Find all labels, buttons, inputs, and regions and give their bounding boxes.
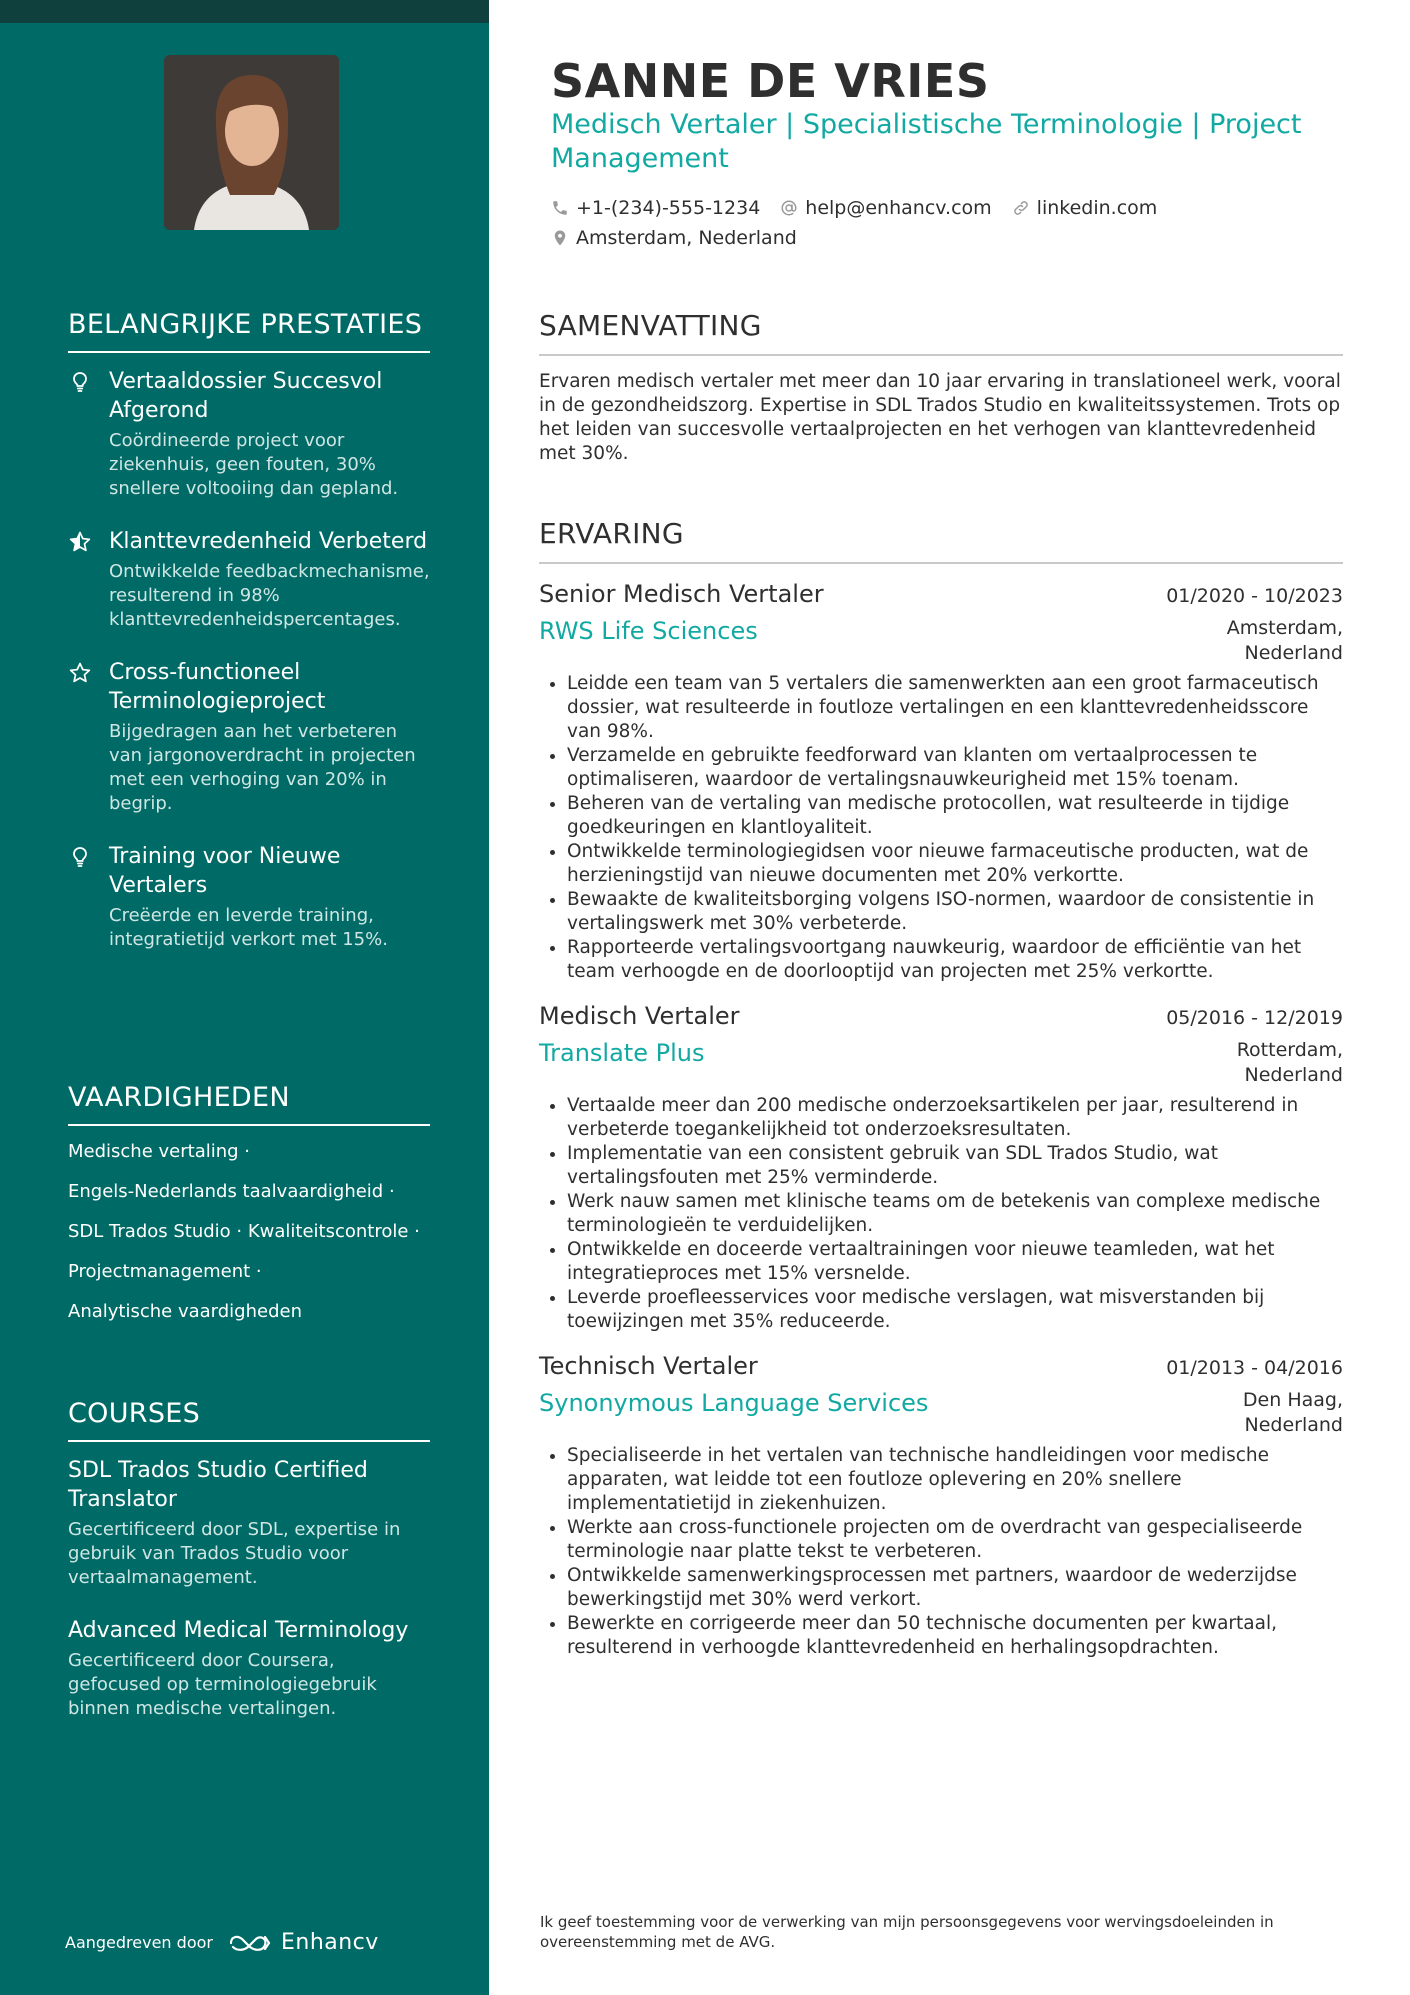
achievement-title: Vertaaldossier Succesvol Afgerond: [109, 369, 383, 423]
course-desc: Gecertificeerd door Coursera, gefocused op terminologiegebruik binnen medische vertalingen.: [68, 1650, 377, 1719]
courses-title: COURSES: [68, 1396, 430, 1442]
phone-text: +1-(234)-555-1234: [576, 197, 761, 219]
lightbulb-icon: [68, 845, 92, 869]
achievements-title: BELANGRIJKE PRESTATIES: [68, 307, 430, 353]
experience-title: ERVARING: [539, 516, 1343, 564]
course-title: SDL Trados Studio Certified Translator: [68, 1458, 368, 1512]
job-bullet: • Bewaakte de kwaliteitsborging volgens ISO-normen, waardoor de consistentie in vertalingswerk met 30% verbeterde.: [567, 888, 1343, 936]
achievement-item: [68, 842, 430, 952]
achievement-item: [68, 367, 430, 501]
company-name: Synonymous Language Services: [539, 1389, 929, 1417]
company-name: RWS Life Sciences: [539, 617, 758, 645]
job-entry: [539, 1000, 1343, 1334]
job-dates: 05/2016 - 12/2019: [1166, 1007, 1343, 1029]
job-bullet: • Vertaalde meer dan 200 medische onderzoeksartikelen per jaar, resulterend in verbeterde toegankelijkheid tot onderzoeksresultaten.: [567, 1094, 1343, 1142]
lightbulb-icon: [68, 370, 92, 394]
candidate-headline: Medisch Vertaler | Specialistische Terminologie | Project Management: [551, 109, 1302, 174]
enhancv-logo-icon: [227, 1931, 273, 1955]
course-item: [68, 1456, 430, 1590]
job-bullet: • Werk nauw samen met klinische teams om de betekenis van complexe medische terminologieën te verduidelijken.: [567, 1190, 1343, 1238]
skill-row: SDL Trados Studio · Kwaliteitscontrole ·: [68, 1221, 420, 1242]
skills-section: [68, 1080, 430, 1340]
job-bullets: [539, 672, 1343, 984]
achievement-title: Training voor Nieuwe Vertalers: [109, 844, 341, 898]
brand-name: Enhancv: [280, 1930, 379, 1955]
course-title: Advanced Medical Terminology: [68, 1618, 409, 1643]
achievements-section: [68, 307, 430, 952]
job-bullet: • Specialiseerde in het vertalen van technische handleidingen voor medische apparaten, wat leidde tot een foutloze oplevering en 20% snellere implementatietijd in ziekenhuizen.: [567, 1444, 1343, 1516]
experience-section: [539, 516, 1343, 1660]
skill-row: Medische vertaling ·: [68, 1141, 251, 1162]
company-name: Translate Plus: [539, 1039, 705, 1067]
linkedin-text: linkedin.com: [1036, 197, 1158, 219]
skills-title: VAARDIGHEDEN: [68, 1080, 430, 1126]
job-country: Nederland: [1244, 1414, 1343, 1436]
job-location: [1227, 616, 1343, 666]
powered-by: [65, 1930, 379, 1955]
skill-row: Analytische vaardigheden: [68, 1301, 302, 1322]
email-contact[interactable]: [780, 197, 991, 219]
link-icon: [1012, 199, 1030, 217]
course-desc: Gecertificeerd door SDL, expertise in gebruik van Trados Studio voor vertaalmanagement.: [68, 1519, 401, 1588]
job-bullet: • Leverde proefleesservices voor medische verslagen, wat misverstanden bij toewijzingen met 35% reduceerde.: [567, 1286, 1343, 1334]
summary-title: SAMENVATTING: [539, 308, 1343, 356]
job-entry: [539, 1350, 1343, 1660]
course-item: [68, 1616, 430, 1721]
job-country: Nederland: [1244, 1064, 1343, 1086]
location-text: Amsterdam, Nederland: [576, 227, 797, 249]
job-title: Medisch Vertaler: [539, 1002, 740, 1030]
achievement-title: Klanttevredenheid Verbeterd: [109, 529, 428, 554]
achievement-desc: Coördineerde project voor ziekenhuis, geen fouten, 30% snellere voltooiing dan gepland.: [109, 430, 399, 499]
skill-row: Projectmanagement ·: [68, 1261, 262, 1282]
job-bullet: • Ontwikkelde samenwerkingsprocessen met partners, waardoor de wederzijdse bewerkingstijd met 30% werd verkort.: [567, 1564, 1343, 1612]
job-bullet: • Ontwikkelde terminologiegidsen voor nieuwe farmaceutische producten, wat de herzieningstijd van nieuwe documenten met 20% verkortte.: [567, 840, 1343, 888]
job-dates: 01/2013 - 04/2016: [1166, 1357, 1343, 1379]
courses-section: [68, 1396, 430, 1721]
job-title: Technisch Vertaler: [539, 1352, 758, 1380]
job-country: Nederland: [1244, 642, 1343, 664]
phone-contact[interactable]: [551, 197, 760, 219]
summary-text: Ervaren medisch vertaler met meer dan 10 jaar ervaring in translationeel werk, vooral in de gezondheidszorg. Expertise in SDL Trados Studio en kwaliteitssystemen. Trots op het leiden van succesvolle vertaalprojecten en het verhogen van klanttevredenheid met 30%.: [539, 371, 1341, 464]
achievement-item: [68, 527, 430, 632]
gdpr-consent: Ik geef toestemming voor de verwerking van mijn persoonsgegevens voor wervingsdoeleinden in overeenstemming met de AVG.: [540, 1913, 1274, 1951]
job-bullet: • Verzamelde en gebruikte feedforward van klanten om vertaalprocessen te optimaliseren, waardoor de vertalingsnauwkeurigheid met 15% toenam.: [567, 744, 1343, 792]
job-location: [1243, 1388, 1343, 1438]
at-icon: [780, 199, 798, 217]
profile-photo: [164, 55, 339, 230]
achievement-item: [68, 658, 430, 816]
achievement-desc: Bijgedragen aan het verbeteren van jargonoverdracht in projecten met een verhoging van 20% in begrip.: [109, 721, 416, 814]
job-entry: [539, 578, 1343, 984]
location-pin-icon: [551, 229, 569, 247]
star-half-icon: [68, 530, 92, 554]
job-city: Den Haag,: [1242, 1389, 1343, 1411]
achievement-title: Cross-functioneel Terminologieproject: [109, 660, 326, 714]
linkedin-contact[interactable]: [1012, 197, 1158, 219]
job-city: Amsterdam,: [1226, 617, 1343, 639]
star-icon: [68, 661, 92, 685]
location-contact: [551, 227, 797, 249]
contact-info: [551, 193, 1311, 253]
job-title: Senior Medisch Vertaler: [539, 580, 824, 608]
summary-section: [539, 308, 1343, 466]
phone-icon: [551, 199, 569, 217]
achievement-desc: Creëerde en leverde training, integratietijd verkort met 15%.: [109, 905, 388, 950]
candidate-name: SANNE DE VRIES: [551, 54, 990, 108]
job-bullet: • Implementatie van een consistent gebruik van SDL Trados Studio, wat vertalingsfouten met 25% verminderde.: [567, 1142, 1343, 1190]
job-bullet: • Ontwikkelde en doceerde vertaaltrainingen voor nieuwe teamleden, wat het integratieproces met 15% versnelde.: [567, 1238, 1343, 1286]
job-city: Rotterdam,: [1236, 1039, 1343, 1061]
job-bullets: [539, 1444, 1343, 1660]
job-bullet: • Bewerkte en corrigeerde meer dan 50 technische documenten per kwartaal, resulterend in verhoogde klanttevredenheid en herhalingsopdrachten.: [567, 1612, 1343, 1660]
sidebar: [0, 0, 489, 1995]
job-bullet: • Beheren van de vertaling van medische protocollen, wat resulteerde in tijdige goedkeuringen en klantloyaliteit.: [567, 792, 1343, 840]
job-bullet: • Leidde een team van 5 vertalers die samenwerkten aan een groot farmaceutisch dossier, wat resulteerde in foutloze vertalingen en een klanttevredenheidsscore van 98%.: [567, 672, 1343, 744]
email-text: help@enhancv.com: [805, 197, 992, 219]
job-dates: 01/2020 - 10/2023: [1166, 585, 1343, 607]
job-bullet: • Rapporteerde vertalingsvoortgang nauwkeurig, waardoor de efficiëntie van het team verhoogde en de doorlooptijd van projecten met 25% verkortte.: [567, 936, 1343, 984]
achievement-desc: Ontwikkelde feedbackmechanisme, resulterend in 98% klanttevredenheidspercentages.: [109, 561, 430, 630]
job-bullets: [539, 1094, 1343, 1334]
sidebar-top-bar: [0, 0, 489, 23]
skill-row: Engels-Nederlands taalvaardigheid ·: [68, 1181, 395, 1202]
job-bullet: • Werkte aan cross-functionele projecten om de overdracht van gespecialiseerde terminologie naar platte tekst te verbeteren.: [567, 1516, 1343, 1564]
job-location: [1237, 1038, 1343, 1088]
powered-label: Aangedreven door: [65, 1933, 213, 1952]
enhancv-logo[interactable]: [227, 1930, 379, 1955]
